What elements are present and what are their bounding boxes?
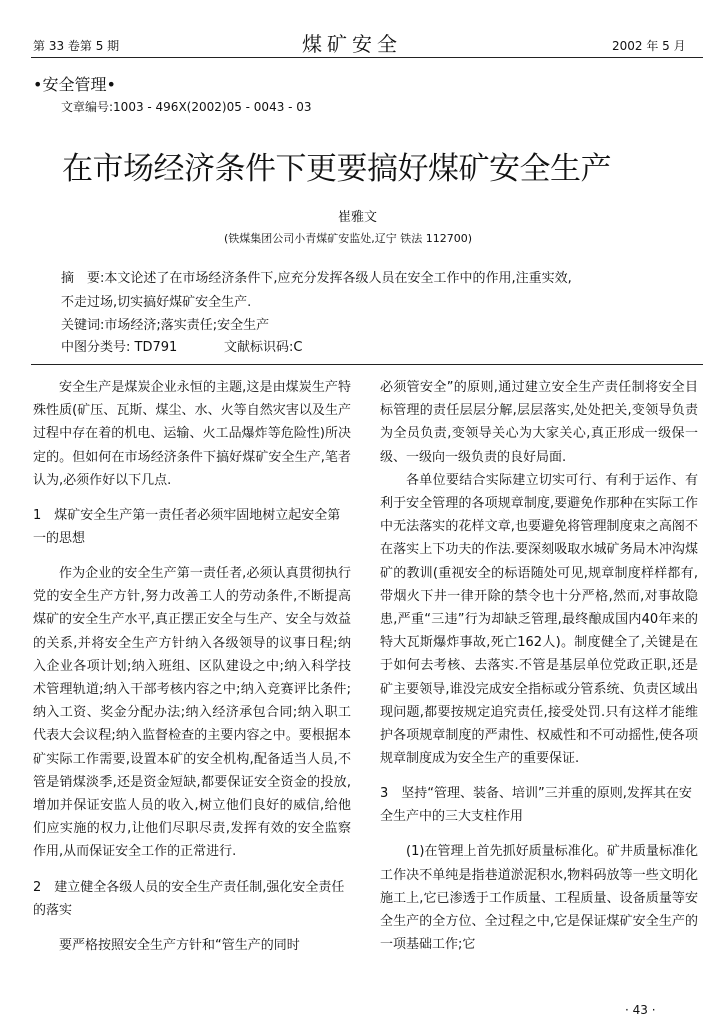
article-number: 文章编号:1003 - 496X(2002)05 - 0043 - 03 <box>61 100 312 114</box>
document-code: 文献标识码:C <box>224 340 303 355</box>
abstract-label: 摘 要: <box>61 271 105 286</box>
affiliation: (铁煤集团公司小青煤矿安监处,辽宁 铁法 112700) <box>224 232 473 245</box>
frontmatter-rule <box>31 364 703 365</box>
page-number: · 43 · <box>625 1003 656 1017</box>
author: 崔雅文 <box>338 210 378 225</box>
header-rule <box>31 57 703 58</box>
section-2-paragraph: 要严格按照安全生产方针和“管生产的同时 <box>59 937 300 953</box>
section-1-paragraph: 作为企业的安全生产第一责任者,必须认真贯彻执行党的安全生产方针,努力改善工人的劳动条件,不断提高煤矿的安全生产水平,真正摆正安全与生产、安全与效益的关系,并将安全生产方针纳入各级领导的议事日程;纳入企业各项计划;纳入班组、区队建设之中;纳入科学技术管理轨道;纳入干部考核内容之中;纳入竞赛评比条件;纳入工资、奖金分配办法;纳入经济承包合同;纳入职工代表大会议程;纳入监督检查的主要内容之中。要根据本矿实际工作需要,设置本矿的安全机构,配备适当人员,不管是销煤淡季,还是资金短缺,都要保证安全资金的投放,增加并保证安监人员的收入,树立他们良好的威信,给他们应实施的权力,让他们尽职尽责,发挥有效的安全监察作用,从而保证安全工作的正常进行. <box>33 566 351 860</box>
clc-number: 中图分类号: TD791 <box>61 340 178 355</box>
intro-paragraph: 安全生产是煤炭企业永恒的主题,这是由煤炭生产特殊性质(矿压、瓦斯、煤尘、水、火等自然灾害以及生产过程中存在着的机电、运输、火工品爆炸等危险性)所决定的。但如何在市场经济条件下搞好煤矿安全生产,笔者认为,必须作好以下几点. <box>33 380 351 488</box>
issue-label: 第 33 卷第 5 期 <box>33 39 120 53</box>
section-heading-3: 3 坚持“管理、装备、培训”三并重的原则,发挥其在安全生产中的三大支柱作用 <box>380 786 692 825</box>
right-column <box>380 376 698 956</box>
issue-date: 2002 年 5 月 <box>612 39 686 53</box>
abstract-line-2: 不走过场,切实搞好煤矿安全生产. <box>61 295 252 310</box>
left-column <box>33 376 351 957</box>
section-2-paragraph-2: 各单位要结合实际建立切实可行、有利于运作、有利于安全管理的各项规章制度,要避免作那种在实际工作中无法落实的花样文章,也要避免将管理制度束之高阁不在落实上下功夫的作法.要深刻吸取水城矿务局木冲沟煤矿的教训(重视安全的标语随处可见,规章制度样样都有,带烟火下井一律开除的禁令也十分严格,然而,对事故隐患,严重“三违”行为却缺乏管理,最终酿成国内40年来的特大瓦斯爆炸事故,死亡162人)。制度健全了,关键是在于如何去考核、去落实.不管是基层单位党政正职,还是矿主要领导,谁没完成安全指标或分管系统、负责区域出现问题,都要按规定追究责任,接受处罚.只有这样才能维护各项规章制度的严肃性、权威性和不可动摇性,使各项规章制度成为安全生产的重要保证. <box>380 472 698 767</box>
section-2-continued: 必须管安全”的原则,通过建立安全生产责任制将安全目标管理的责任层层分解,层层落实,处处把关,变领导负责为全员负责,变领导关心为大家关心,真正形成一级保一级、一级向一级负责的良好局面. <box>380 380 698 465</box>
keywords: 关键词:市场经济;落实责任;安全生产 <box>61 318 270 333</box>
section-tag: •安全管理• <box>33 75 116 94</box>
section-3-paragraph: (1)在管理上首先抓好质量标准化。矿井质量标准化工作决不单纯是指巷道淤泥积水,物料码放等一些文明化施工上,它已渗透于工作质量、工程质量、设备质量等安全生产的全方位、全过程之中,它是保证煤矿安全生产的一项基础工作;它 <box>380 844 698 953</box>
section-heading-2: 2 建立健全各级人员的安全生产责任制,强化安全责任的落实 <box>33 879 345 918</box>
journal-name: 煤矿安全 <box>302 32 402 56</box>
abstract-text-1: 本文论述了在市场经济条件下,应充分发挥各级人员在安全工作中的作用,注重实效, <box>104 271 572 286</box>
section-heading-1: 1 煤矿安全生产第一责任者必须牢固地树立起安全第一的思想 <box>33 508 341 547</box>
abstract-line-1 <box>61 267 572 286</box>
article-title: 在市场经济条件下更要搞好煤矿安全生产 <box>62 151 611 187</box>
